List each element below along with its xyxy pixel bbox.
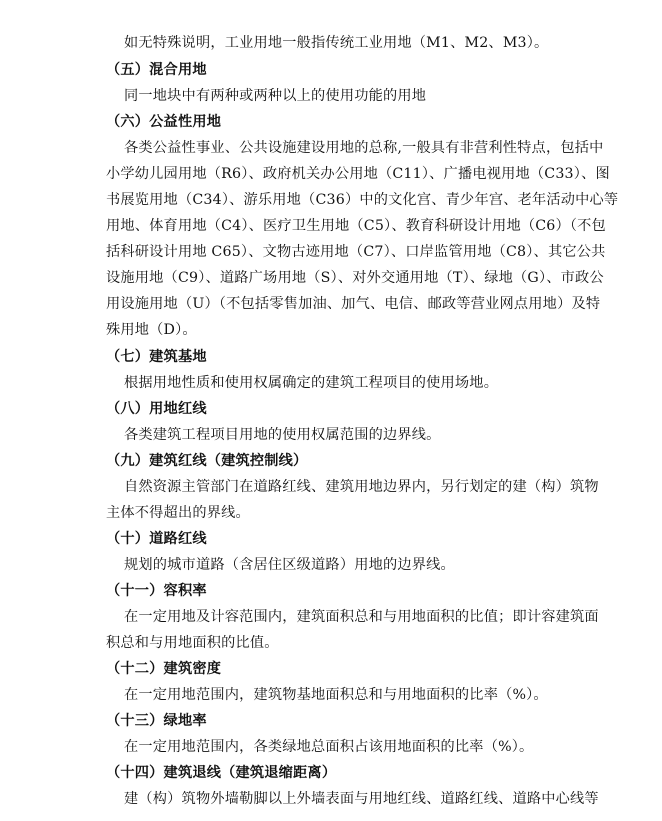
paragraph-road-red-line: 规划的城市道路（含居住区级道路）用地的边界线。 — [124, 557, 455, 573]
paragraph-plot-ratio: 积总和与用地面积的比值。 — [106, 635, 279, 651]
paragraph-green-ratio: 在一定用地范围内，各类绿地总面积占该用地面积的比率（%）。 — [124, 739, 534, 755]
heading-building-red-line: （九）建筑红线（建筑控制线） — [106, 453, 308, 469]
heading-plot-ratio: （十一）容积率 — [106, 583, 207, 599]
paragraph-mixed-land: 同一地块中有两种或两种以上的使用功能的用地 — [124, 88, 427, 104]
paragraph-public-land-line: 殊用地（D）。 — [106, 322, 197, 338]
paragraph-public-land-line: 用地、体育用地（C4）、医疗卫生用地（C5）、教育科研设计用地（C6）（不包 — [106, 218, 606, 234]
paragraph-public-land-line: 用设施用地（U）（不包括零售加油、加气、电信、邮政等营业网点用地）及特 — [106, 296, 601, 312]
heading-road-red-line: （十）道路红线 — [106, 531, 207, 547]
paragraph-land-red-line: 各类建筑工程项目用地的使用权属范围的边界线。 — [124, 427, 441, 443]
heading-green-ratio: （十三）绿地率 — [106, 713, 207, 729]
heading-public-land: （六）公益性用地 — [106, 114, 222, 130]
heading-mixed-land: （五）混合用地 — [106, 62, 207, 78]
paragraph-building-setback: 建（构）筑物外墙勒脚以上外墙表面与用地红线、道路红线、道路中心线等 — [124, 791, 599, 807]
paragraph-public-land-line: 书展览用地（C34）、游乐用地（C36）中的文化宫、青少年宫、老年活动中心等 — [106, 192, 619, 208]
paragraph-building-red-line: 自然资源主管部门在道路红线、建筑用地边界内，另行划定的建（构）筑物 — [124, 479, 599, 495]
paragraph-public-land-line: 各类公益性事业、公共设施建设用地的总称,一般具有非营利性特点，包括中 — [124, 140, 604, 156]
paragraph-public-land-line: 括科研设计用地 C65）、文物古迹用地（C7）、口岸监管用地（C8）、其它公共 — [106, 244, 606, 260]
heading-building-density: （十二）建筑密度 — [106, 661, 222, 677]
paragraph-building-base: 根据用地性质和使用权属确定的建筑工程项目的使用场地。 — [124, 375, 499, 391]
paragraph-public-land-line: 设施用地（C9）、道路广场用地（S）、对外交通用地（T）、绿地（G）、市政公 — [106, 270, 604, 286]
paragraph-public-land-line: 小学幼儿园用地（R6）、政府机关办公用地（C11）、广播电视用地（C33）、图 — [106, 166, 610, 182]
heading-building-base: （七）建筑基地 — [106, 349, 207, 365]
heading-land-red-line: （八）用地红线 — [106, 401, 207, 417]
paragraph-industrial-note: 如无特殊说明，工业用地一般指传统工业用地（M1、M2、M3）。 — [124, 35, 549, 51]
paragraph-building-red-line: 主体不得超出的界线。 — [106, 505, 250, 521]
paragraph-building-density: 在一定用地范围内，建筑物基地面积总和与用地面积的比率（%）。 — [124, 687, 548, 703]
heading-building-setback: （十四）建筑退线（建筑退缩距离） — [106, 765, 337, 781]
paragraph-plot-ratio: 在一定用地及计容范围内，建筑面积总和与用地面积的比值；即计容建筑面 — [124, 609, 599, 625]
